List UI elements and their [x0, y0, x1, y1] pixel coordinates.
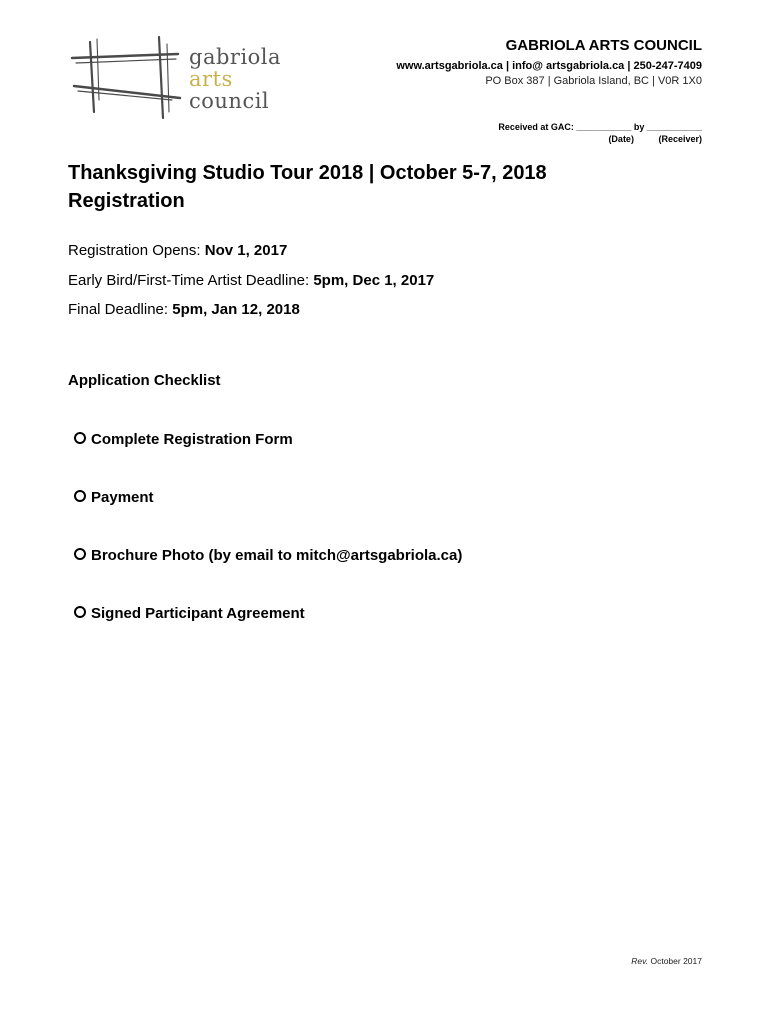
organization-header: [396, 37, 702, 89]
title-line-2: Registration: [68, 190, 185, 212]
date-value: 5pm, Dec 1, 2017: [313, 271, 435, 289]
contact-line: www.artsgabriola.ca | info@ artsgabriola.ca | 250-247-7409: [396, 60, 702, 72]
final-deadline-row: [68, 295, 434, 325]
checklist-item[interactable]: [74, 489, 154, 506]
address-line: PO Box 387 | Gabriola Island, BC | V0R 1X0: [485, 75, 702, 87]
logo-word-arts: arts: [189, 67, 233, 91]
date-value: 5pm, Jan 12, 2018: [172, 301, 300, 318]
early-bird-deadline-row: [68, 266, 434, 296]
organization-name: GABRIOLA ARTS COUNCIL: [505, 37, 702, 54]
checklist-item[interactable]: [74, 547, 462, 564]
receiver-caption: (Receiver): [658, 134, 702, 144]
checkbox-circle-icon[interactable]: [74, 606, 86, 618]
registration-opens-row: [68, 236, 434, 266]
checklist-item-label: Payment: [91, 489, 154, 506]
date-label: Registration Opens:: [68, 242, 205, 259]
date-label: Early Bird/First-Time Artist Deadline:: [68, 271, 314, 289]
checklist-item-label: Complete Registration Form: [91, 431, 293, 448]
date-label: Final Deadline:: [68, 301, 173, 318]
received-label: Received at GAC: ___________ by ___________: [498, 122, 702, 132]
checkbox-circle-icon[interactable]: [74, 432, 86, 444]
checklist-heading: Application Checklist: [68, 372, 221, 389]
revision-date: October 2017: [650, 956, 702, 966]
date-caption: (Date): [608, 134, 634, 144]
checklist-item-label: Brochure Photo (by email to mitch@artsgabriola.ca): [91, 547, 463, 564]
title-line-1: Thanksgiving Studio Tour 2018 | October 5-7, 2018: [68, 162, 547, 184]
logo-word-council: council: [189, 89, 270, 113]
brushstroke-frame-icon: [68, 34, 188, 124]
document-title: [68, 159, 708, 215]
logo-word-gabriola: gabriola: [189, 45, 282, 69]
checklist-item[interactable]: [74, 605, 305, 622]
received-stamp-block: [498, 121, 702, 145]
checklist-item-label: Signed Participant Agreement: [91, 605, 305, 622]
deadline-list: [68, 236, 434, 325]
revision-label: Rev.: [631, 956, 649, 966]
gabriola-arts-council-logo: [68, 34, 283, 124]
checkbox-circle-icon[interactable]: [74, 548, 86, 560]
date-value: Nov 1, 2017: [204, 242, 288, 259]
revision-note: [631, 956, 702, 966]
checkbox-circle-icon[interactable]: [74, 490, 86, 502]
checklist-item[interactable]: [74, 431, 293, 448]
